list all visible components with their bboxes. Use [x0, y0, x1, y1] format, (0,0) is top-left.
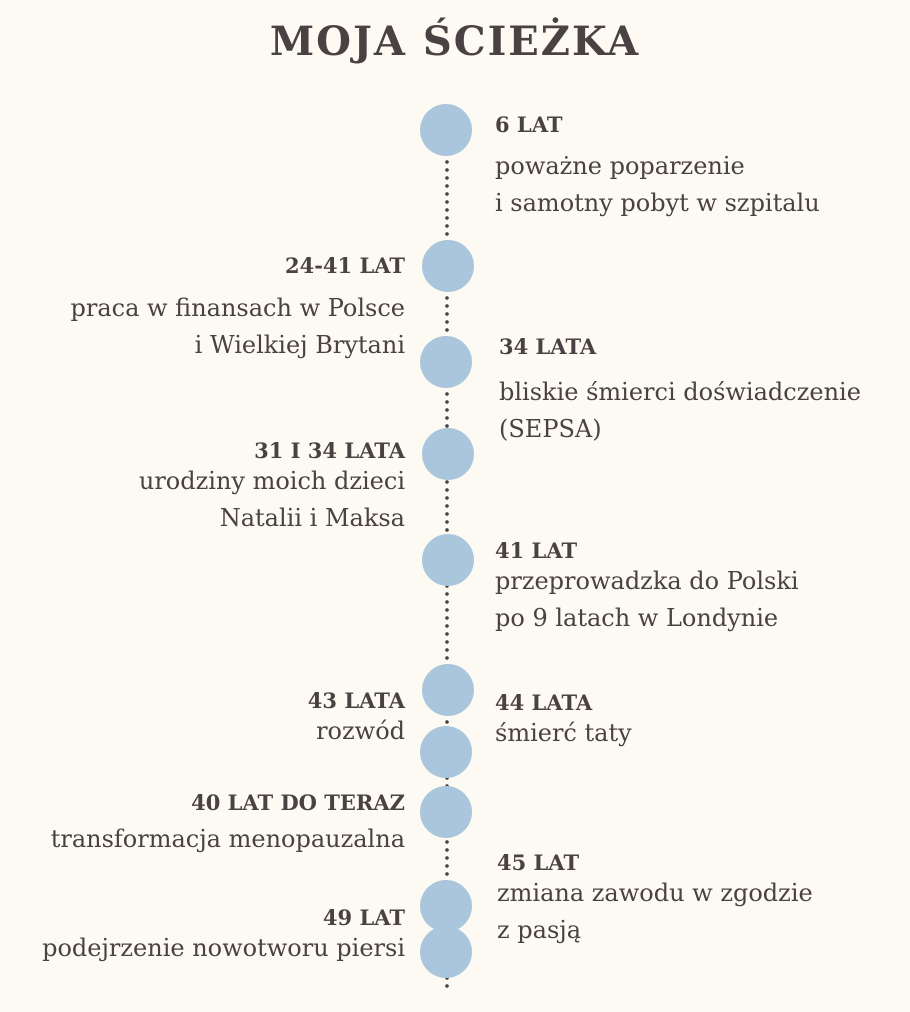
event-description-line: śmierć taty	[495, 719, 632, 747]
event-description-line: rozwód	[316, 717, 405, 745]
timeline-node	[420, 104, 472, 156]
event-description-line: zmiana zawodu w zgodzie	[497, 879, 813, 907]
event-description-line: bliskie śmierci doświadczenie	[499, 378, 861, 406]
timeline-event	[497, 850, 813, 949]
event-age: 45 LAT	[497, 850, 580, 875]
event-description-line: przeprowadzka do Polski	[495, 567, 799, 595]
timeline-node	[420, 926, 472, 978]
timeline-event	[495, 538, 799, 637]
event-description-line: i Wielkiej Brytani	[194, 331, 405, 359]
event-age: 34 LATA	[499, 334, 597, 359]
timeline-event	[495, 690, 632, 752]
event-description-line: z pasją	[497, 916, 582, 944]
event-description-line: Natalii i Maksa	[219, 504, 405, 532]
event-description-line: podejrzenie nowotworu piersi	[42, 934, 405, 962]
timeline-event	[499, 334, 861, 448]
event-age: 24-41 LAT	[284, 253, 405, 278]
timeline-node	[420, 880, 472, 932]
event-description-line: poważne poparzenie	[495, 152, 745, 180]
timeline-node	[420, 336, 472, 388]
timeline-event	[495, 112, 820, 222]
event-description-line: praca w finansach w Polsce	[70, 294, 405, 322]
timeline-event	[42, 905, 405, 967]
timeline-node	[422, 664, 474, 716]
event-age: 43 LATA	[307, 688, 405, 713]
timeline-event	[70, 253, 405, 364]
timeline-node	[420, 726, 472, 778]
event-age: 6 LAT	[495, 112, 563, 137]
event-description-line: (SEPSA)	[499, 415, 602, 443]
page-title: MOJA ŚCIEŻKA	[269, 18, 641, 65]
timeline-node	[422, 428, 474, 480]
timeline-node	[422, 534, 474, 586]
timeline-node	[420, 786, 472, 838]
event-age: 49 LAT	[322, 905, 405, 930]
timeline-event	[51, 790, 405, 858]
event-age: 31 I 34 LATA	[254, 438, 405, 463]
event-description-line: transformacja menopauzalna	[50, 825, 405, 853]
timeline-event	[308, 688, 405, 750]
event-age: 40 LAT DO TERAZ	[191, 790, 405, 815]
event-age: 41 LAT	[495, 538, 578, 563]
event-age: 44 LATA	[495, 690, 593, 715]
event-description-line: urodziny moich dzieci	[138, 467, 405, 495]
event-description-line: i samotny pobyt w szpitalu	[495, 189, 820, 217]
timeline-node	[422, 240, 474, 292]
event-description-line: po 9 latach w Londynie	[495, 604, 779, 632]
timeline-event	[139, 438, 405, 537]
